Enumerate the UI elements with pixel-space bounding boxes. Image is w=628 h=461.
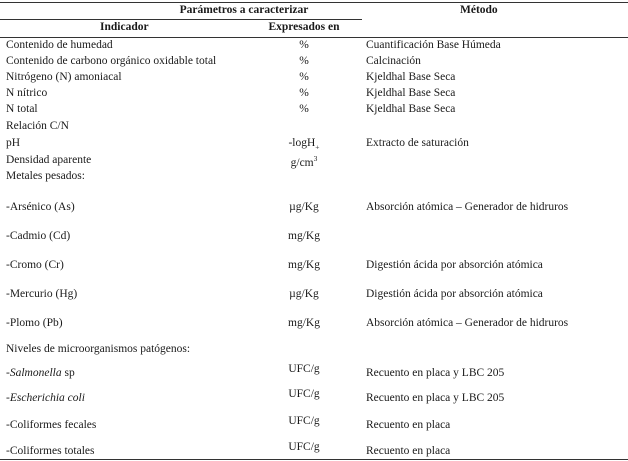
indicator-cell: Nitrógeno (N) amoniacal: [6, 71, 122, 83]
units-superscript: 3: [313, 154, 318, 163]
indicator-italic: Salmonella: [9, 367, 62, 379]
indicator-prefix: -: [6, 367, 10, 379]
method-cell: Absorción atómica – Generador de hidruros: [366, 201, 569, 213]
method-header: Método: [460, 4, 498, 16]
units-cell: µg/Kg: [289, 288, 319, 300]
indicator-cell: pH: [6, 137, 21, 149]
indicator-cell: -Plomo (Pb): [6, 317, 63, 329]
units-header: Expresados en: [268, 21, 340, 33]
units-cell: %: [299, 39, 309, 51]
units-main: g/cm: [290, 156, 314, 169]
units-cell: UFC/g: [288, 363, 320, 375]
indicator-cell: [6, 367, 75, 379]
units-cell: %: [299, 87, 309, 99]
method-cell: Extracto de saturación: [366, 137, 469, 149]
units-main: -logH: [288, 137, 316, 149]
indicator-cell: Relación C/N: [6, 120, 69, 132]
method-cell: Recuento en placa y LBC 205: [366, 367, 505, 379]
indicator-cell: -Cromo (Cr): [6, 259, 64, 271]
units-cell: UFC/g: [288, 415, 320, 427]
top-rule: [0, 2, 628, 3]
units-cell: mg/Kg: [288, 317, 320, 329]
indicator-italic: Escherichia coli: [9, 392, 85, 404]
indicator-cell: Contenido de carbono orgánico oxidable total: [6, 55, 217, 67]
units-cell: µg/Kg: [289, 201, 319, 213]
units-cell: %: [299, 55, 309, 67]
group-rule: [0, 19, 362, 20]
indicator-cell: N total: [6, 103, 38, 115]
group-title: Parámetros a caracterizar: [179, 4, 309, 16]
units-cell: [258, 137, 350, 151]
indicator-cell: -Arsénico (As): [6, 201, 75, 213]
method-cell: Recuento en placa: [366, 445, 451, 457]
method-cell: Calcinación: [366, 55, 421, 67]
indicator-cell: -Coliformes totales: [6, 445, 95, 457]
method-cell: Digestión ácida por absorción atómica: [366, 288, 543, 300]
method-cell: Digestión ácida por absorción atómica: [366, 259, 543, 271]
indicator-cell: N nítrico: [6, 87, 48, 99]
indicator-prefix: -: [6, 392, 10, 404]
header-rule: [0, 37, 628, 38]
units-cell: [258, 154, 350, 169]
indicator-cell: -Mercurio (Hg): [6, 288, 78, 300]
bottom-rule: [0, 459, 628, 460]
method-cell: Cuantificación Base Húmeda: [366, 39, 501, 51]
units-subscript: +: [315, 142, 320, 152]
units-cell: %: [299, 103, 309, 115]
indicator-cell: Densidad aparente: [6, 154, 92, 166]
units-cell: mg/Kg: [288, 259, 320, 271]
method-cell: Kjeldhal Base Seca: [366, 87, 456, 99]
method-cell: Absorción atómica – Generador de hidruros: [366, 317, 569, 329]
indicator-cell: [6, 392, 85, 404]
indicator-suffix: sp: [61, 367, 75, 379]
indicator-header: Indicador: [100, 21, 149, 33]
indicator-cell: Niveles de microorganismos patógenos:: [6, 343, 191, 355]
indicator-cell: -Cadmio (Cd): [6, 230, 71, 242]
method-cell: Recuento en placa y LBC 205: [366, 392, 505, 404]
method-cell: Recuento en placa: [366, 419, 451, 431]
units-cell: UFC/g: [288, 388, 320, 400]
units-cell: UFC/g: [288, 441, 320, 453]
indicator-cell: -Coliformes fecales: [6, 419, 97, 431]
method-cell: Kjeldhal Base Seca: [366, 103, 456, 115]
indicator-cell: Contenido de humedad: [6, 39, 113, 51]
units-cell: %: [299, 71, 309, 83]
units-cell: mg/Kg: [288, 230, 320, 242]
method-cell: Kjeldhal Base Seca: [366, 71, 456, 83]
indicator-cell: Metales pesados:: [6, 170, 85, 182]
